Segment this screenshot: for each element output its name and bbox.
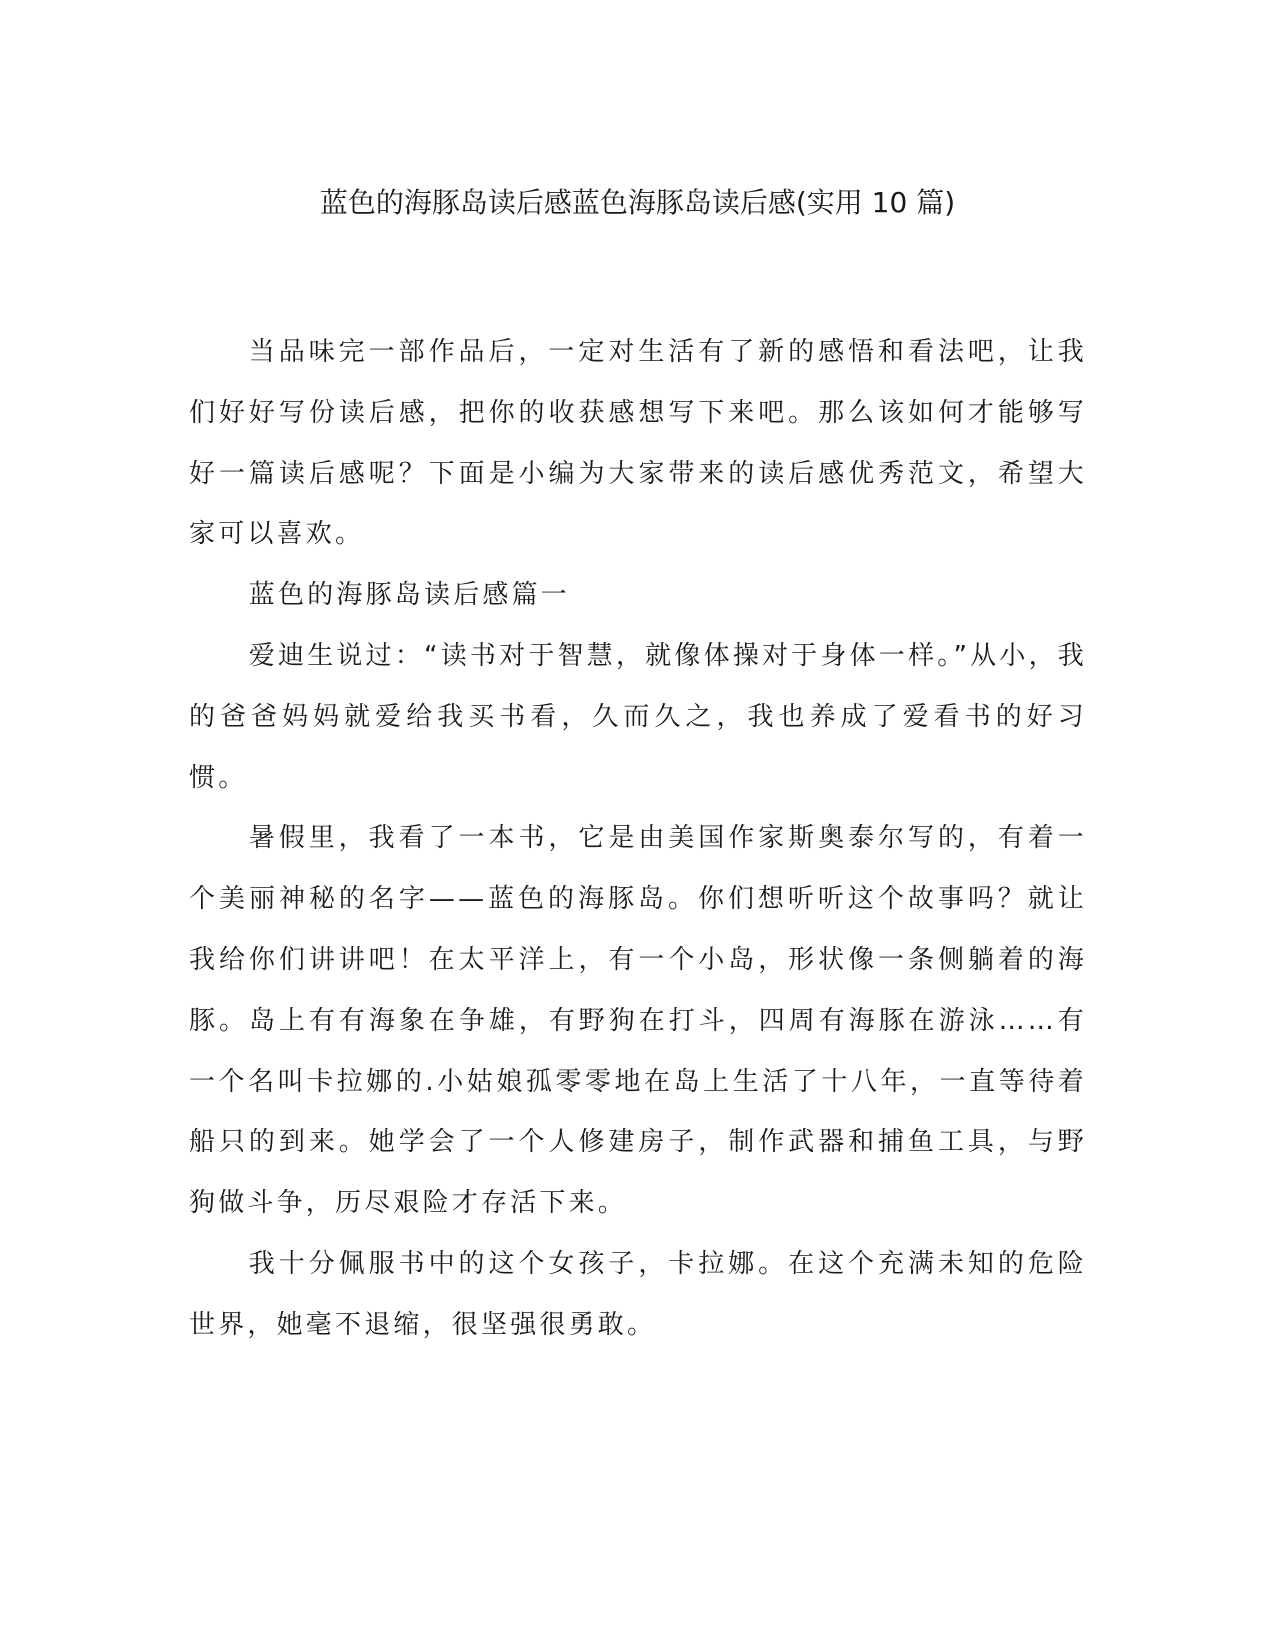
section-heading: 蓝色的海豚岛读后感篇一 [248,580,570,611]
document-body [189,322,1087,1356]
intro-paragraph: 当品味完一部作品后，一定对生活有了新的感悟和看法吧，让我们好好写份读后感，把你的收获感想写下来吧。那么该如何才能够写好一篇读后感呢？下面是小编为大家带来的读后感优秀范文，希望大家可以喜欢。 [189,337,1087,550]
document-title: 蓝色的海豚岛读后感蓝色海豚岛读后感(实用 10 篇) [319,186,956,219]
body-paragraph: 爱迪生说过：“读书对于智慧，就像体操对于身体一样。”从小，我的爸爸妈妈就爱给我买书看，久而久之，我也养成了爱看书的好习惯。 [189,640,1087,793]
body-paragraph: 我十分佩服书中的这个女孩子，卡拉娜。在这个充满未知的危险世界，她毫不退缩，很坚强很勇敢。 [189,1248,1087,1340]
body-paragraph: 暑假里，我看了一本书，它是由美国作家斯奥泰尔写的，有着一个美丽神秘的名字——蓝色的海豚岛。你们想听听这个故事吗？就让我给你们讲讲吧！在太平洋上，有一个小岛，形状像一条侧躺着的海豚。岛上有有海象在争雄，有野狗在打斗，四周有海豚在游泳……有一个名叫卡拉娜的.小姑娘孤零零地在岛上生活了十八年，一直等待着船只的到来。她学会了一个人修建房子，制作武器和捕鱼工具，与野狗做斗争，历尽艰险才存活下来。 [189,823,1087,1219]
